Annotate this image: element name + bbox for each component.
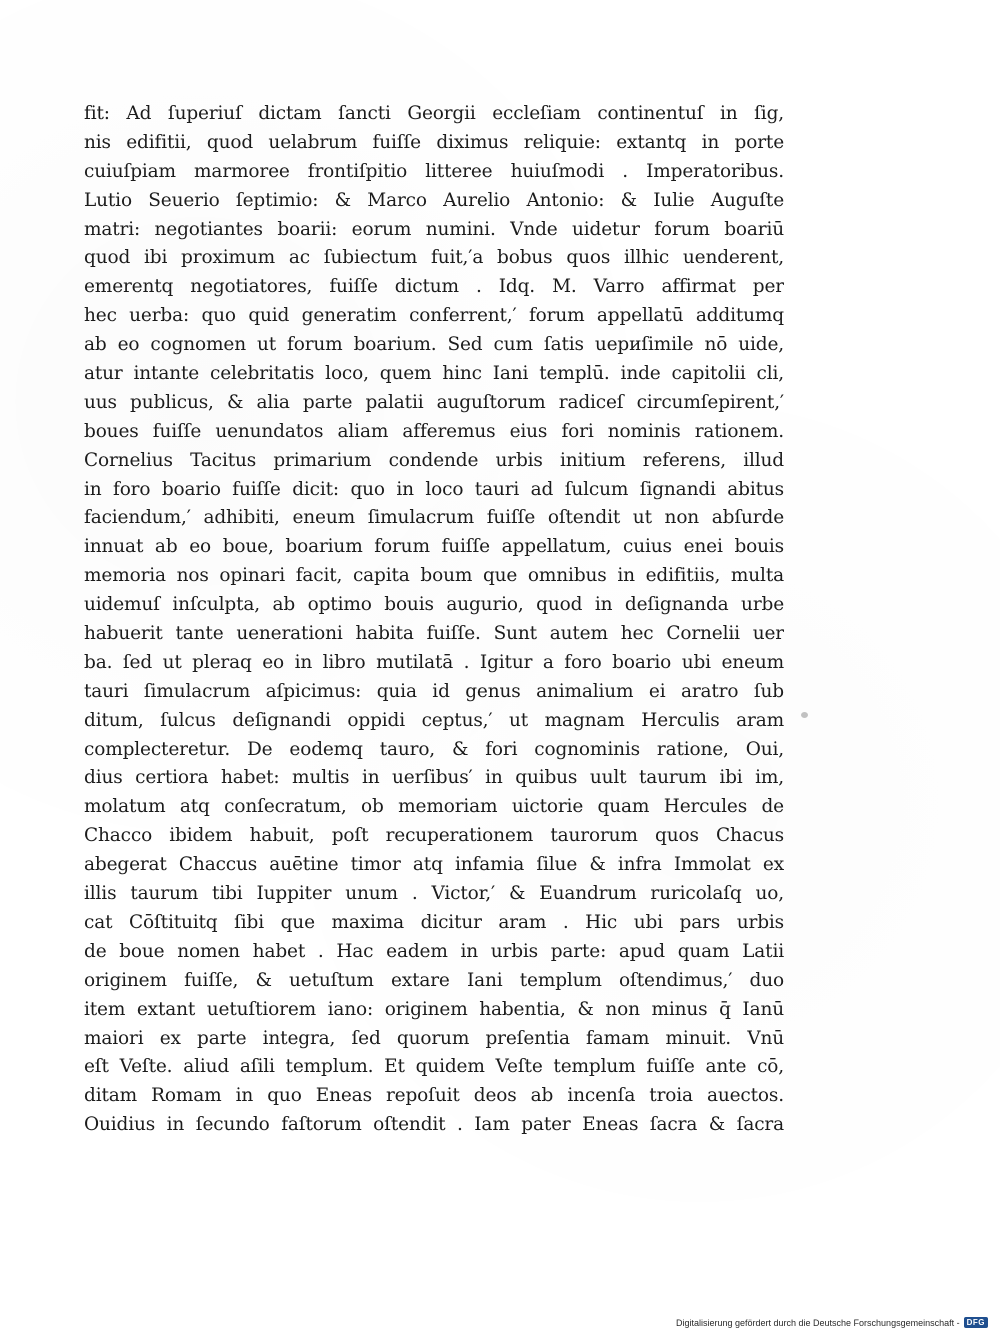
text-line: atur intante celebritatis loco, quem hinc Iani templū. inde capitolii cli, (84, 363, 784, 385)
text-line: Lutio Seuerio ſeptimio: & Marco Aurelio Antonio: & Iulie Auguſte (84, 189, 784, 211)
text-line: emerentq negotiatores, fuiſſe dictum . Idq. M. Varro affirmat per (84, 276, 784, 298)
text-line: molatum atq conſecratum, ob memoriam uictorie quam Hercules de (84, 796, 784, 818)
text-line: abegerat Chaccus auētine timor atq infamia ſilue & infra Immolat ex (84, 854, 784, 876)
text-line: de boue nomen habet . Hac eadem in urbis parte: apud quam Latii (84, 940, 784, 962)
footer-credit-text: Digitalisierung gefördert durch die Deutsche Forschungsgemeinschaft - (675, 1317, 960, 1328)
text-line: item extant uetuſtiorem iano: originem habentia, & non minus q̄ Ianū (84, 998, 784, 1020)
text-line: quod ibi proximum ac ſubiectum fuit,′a bobus quos illhic uenderent, (84, 247, 784, 269)
text-line: innuat ab eo boue, boarium forum fuiſſe appellatum, cuius enei bouis (84, 536, 784, 558)
text-line: ditam Romam in quo Eneas repoſuit deos ab incenſa troia auectos. (84, 1085, 784, 1107)
text-line: habuerit tante uenerationi habita fuiſſe. Sunt autem hec Cornelii uer (84, 623, 784, 645)
text-line: boues fuiſſe uenundatos aliam afferemus eius fori nominis rationem. (84, 420, 784, 442)
text-line: Cornelius Tacitus primarium condende urbis initium referens, illud (84, 449, 784, 471)
text-line: ab eo cognomen ut forum boarium. Sed cum ſatis uериſimile nō uide, (84, 334, 784, 356)
text-line: uidemuſ inſculpta, ab optimo bouis augurio, quod in deſignanda urbe (84, 594, 784, 616)
text-line: faciendum,′ adhibiti, eneum ſimulacrum fuiſſe oſtendit ut non abſurde (84, 507, 784, 529)
text-line: dius certiora habet: multis in uerſibus′ in quibus uult taurum ibi im, (84, 767, 784, 789)
text-line: ditum, ſulcus deſignandi oppidi ceptus,′ ut magnam Herculis aram (84, 709, 784, 731)
text-line: Ouidius in ſecundo faſtorum oſtendit . Iam pater Eneas ſacra & ſacra (84, 1114, 784, 1136)
text-line: Chacco ibidem habuit, poſt recuperationem taurorum quos Chacus (84, 825, 784, 847)
text-line: complecteretur. De eodemq tauro, & fori cognominis ratione, Oui, (84, 738, 784, 760)
ink-speck-mark (801, 712, 808, 718)
text-line: uus publicus, & alia parte palatii auguſtorum radiceſ circumſepirent,′ (84, 391, 784, 413)
text-line: illis taurum tibi Iuppiter unum . Victor,′ & Euandrum ruricolaſq uo, (84, 883, 784, 905)
text-line: eſt Veſte. aliud aſili templum. Et quidem Veſte templum fuiſſe ante cō, (84, 1056, 784, 1078)
text-line: cat Cōſtituitq ſibi que maxima dicitur aram . Hic ubi pars urbis (84, 911, 784, 933)
text-line: in foro boario fuiſſe dicit: quo in loco tauri ad ſulcum ſignandi abitus (84, 478, 784, 500)
text-line: fit: Ad ſuperiuſ dictam ſancti Georgii eccleſiam continentuſ in ſig, (84, 103, 784, 124)
text-line: nis edifitii, quod uelabrum fuiſſe diximus reliquie: extantq in porte (84, 131, 784, 153)
text-line: maiori ex parte integra, ſed quorum preſentia famam minuit. Vnū (84, 1027, 784, 1049)
text-line: tauri ſimulacrum aſpicimus: quia id genus animalium ei aratro ſub (84, 680, 784, 702)
text-line: originem fuiſſe, & uetuſtum extare Iani templum oſtendimus,′ duo (84, 969, 784, 991)
digitization-footer (676, 1317, 988, 1328)
text-line: cuiuſpiam marmoree frontiſpitio litteree huiuſmodi . Imperatoribus. (84, 160, 784, 182)
text-line: hec uerba: quo quid generatim conferrent,′ forum appellatū additumq (84, 305, 784, 327)
text-line: memoria nos opinari facit, capita boum que omnibus in edifitiis, multa (84, 565, 784, 587)
text-line: matri: negotiantes boarii: eorum numini. Vnde uidetur forum boariū (84, 218, 784, 240)
dfg-logo: DFG (964, 1317, 988, 1328)
body-text (84, 100, 784, 1140)
text-line: ba. ſed ut pleraq eo in libro mutilatā . Igitur a foro boario ubi eneum (84, 651, 784, 673)
